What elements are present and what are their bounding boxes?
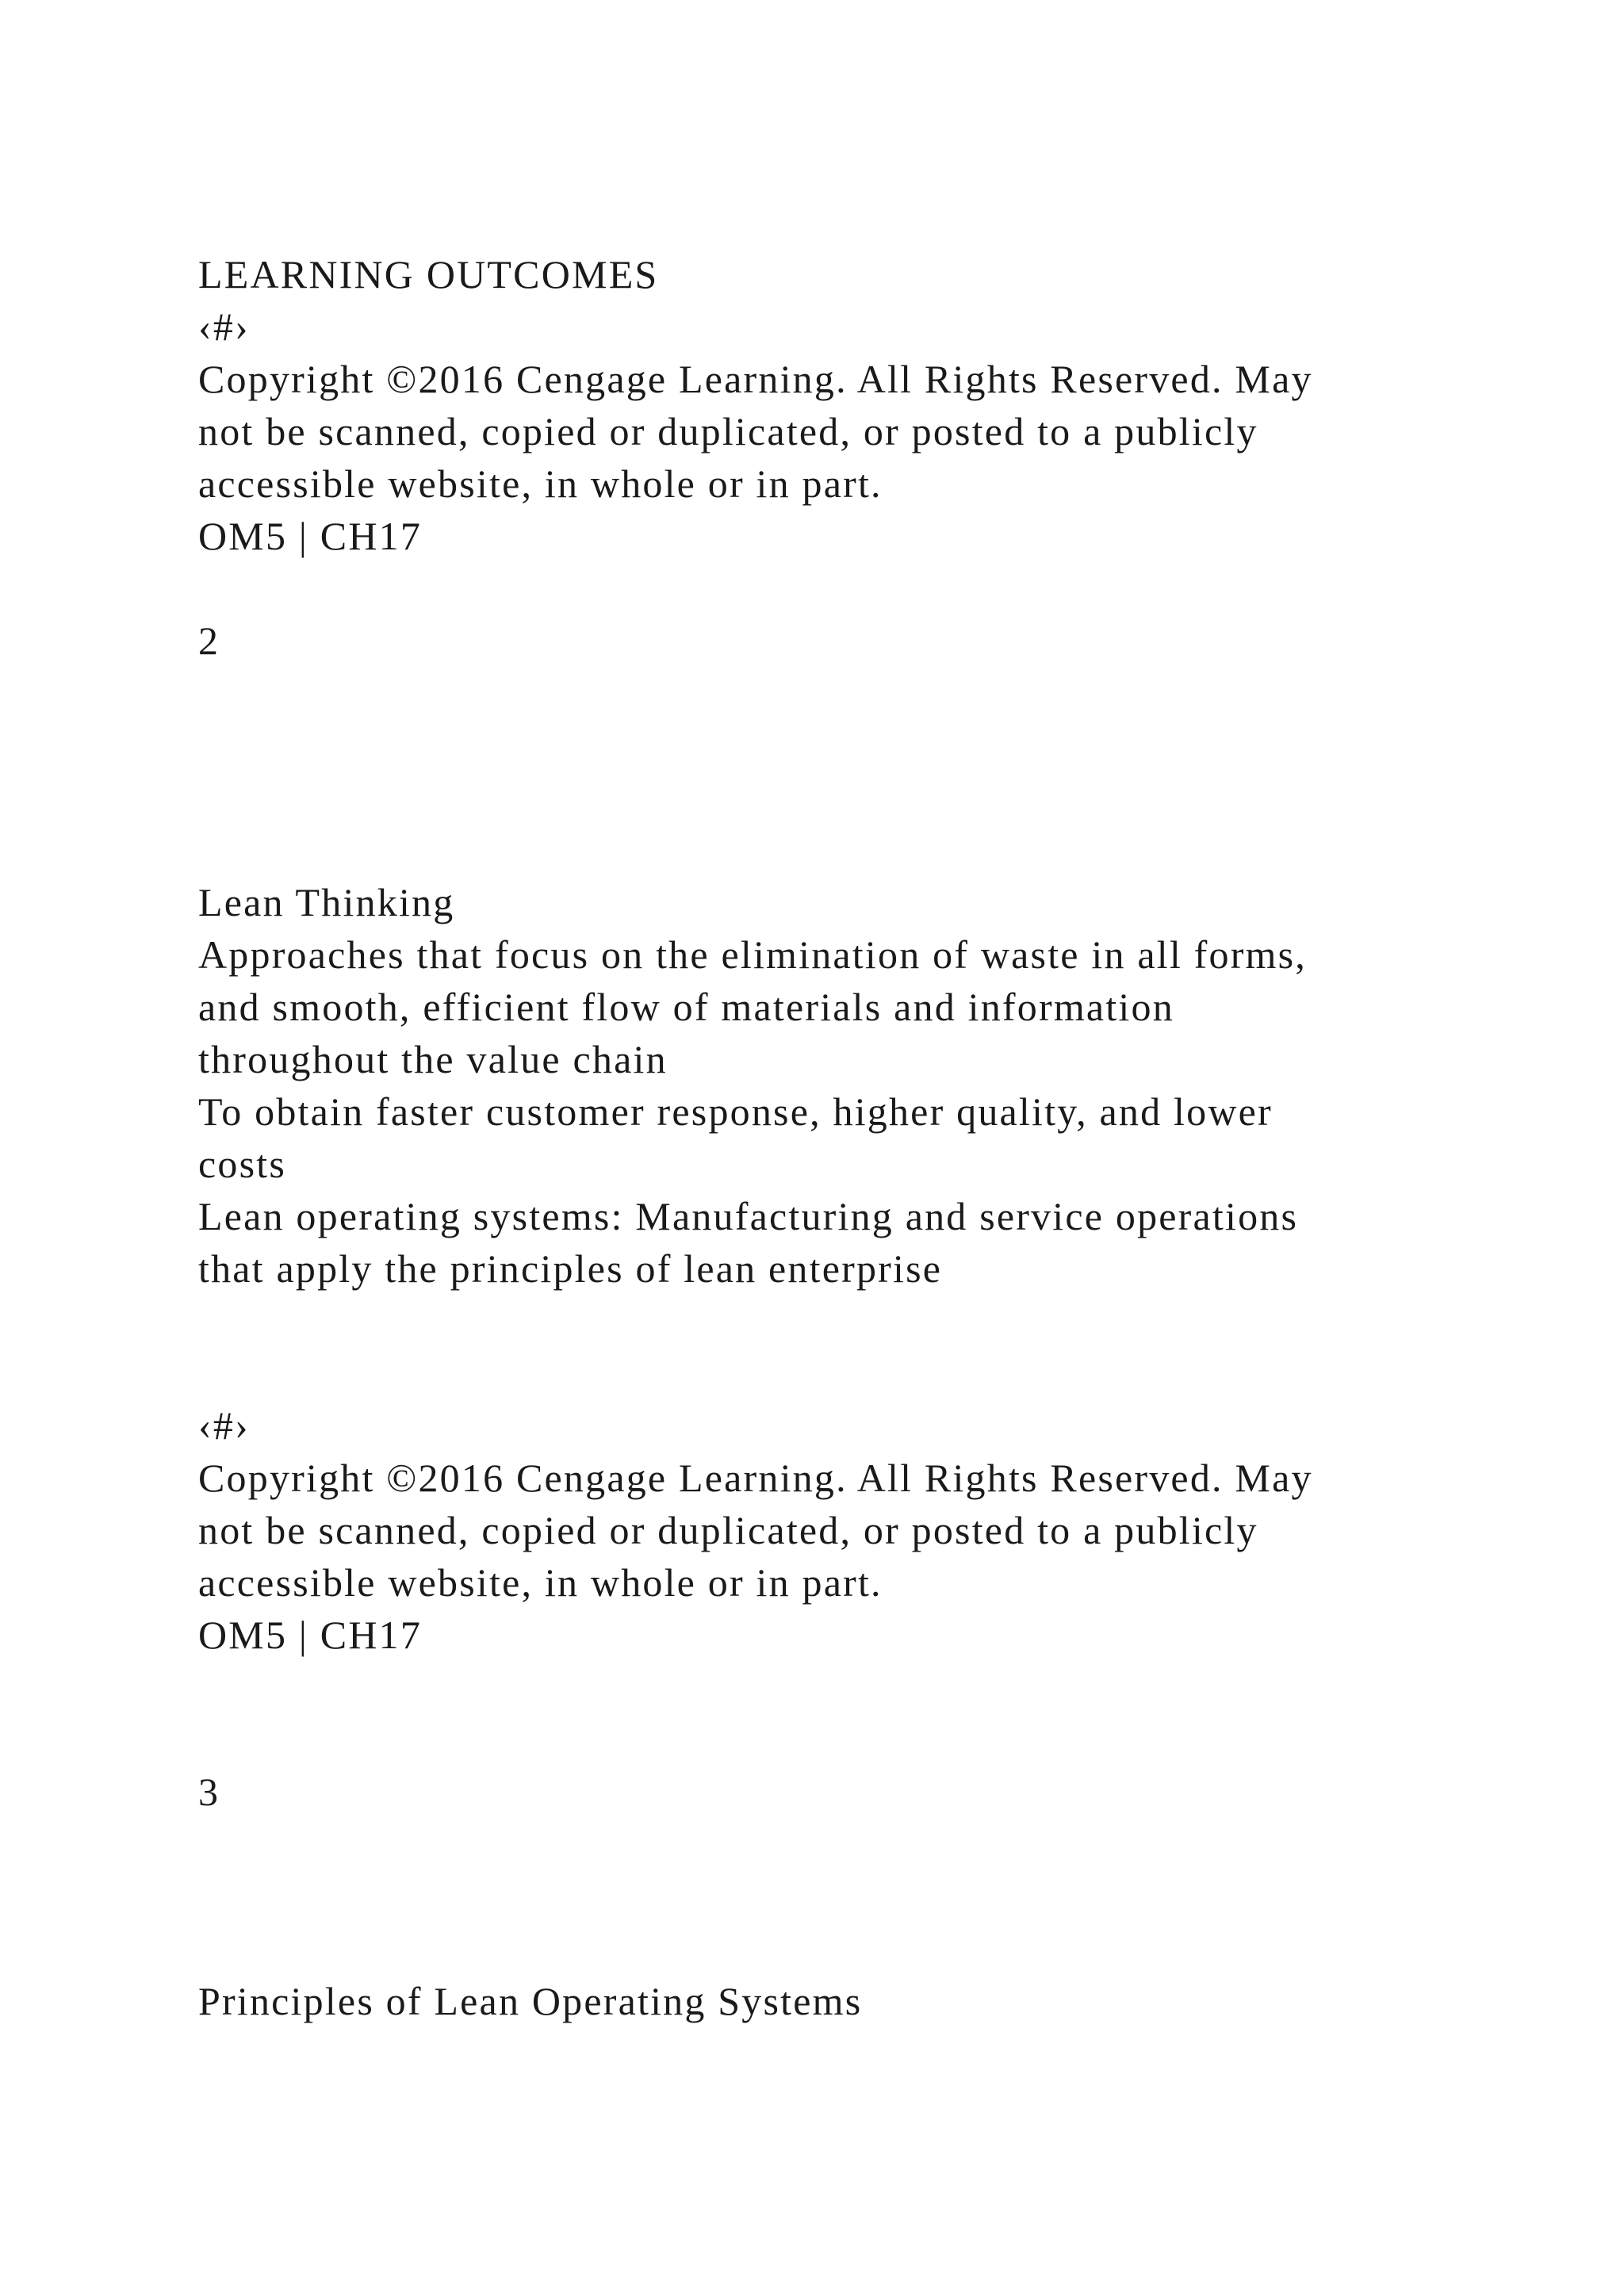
copyright-line: accessible website, in whole or in part. (198, 1560, 883, 1605)
body-text-line: Lean operating systems: Manufacturing and service operations (198, 1194, 1299, 1238)
copyright-line: accessible website, in whole or in part. (198, 461, 883, 506)
page-number: 3 (198, 1770, 220, 1814)
page-number: 2 (198, 618, 220, 663)
body-text-line: To obtain faster customer response, higher quality, and lower (198, 1089, 1273, 1134)
body-text-line: Approaches that focus on the elimination of waste in all forms, (198, 932, 1307, 977)
copyright-line: Copyright ©2016 Cengage Learning. All Rights Reserved. May (198, 357, 1313, 401)
copyright-line: not be scanned, copied or duplicated, or posted to a publicly (198, 409, 1258, 453)
copyright-line: not be scanned, copied or duplicated, or posted to a publicly (198, 1508, 1258, 1552)
chapter-label: OM5 | CH17 (198, 1613, 423, 1657)
chapter-label: OM5 | CH17 (198, 514, 423, 558)
slide-number-placeholder: ‹#› (198, 304, 250, 349)
body-text-line: that apply the principles of lean enterprise (198, 1246, 943, 1291)
body-text-line: and smooth, efficient flow of materials and information (198, 985, 1174, 1029)
body-text-line: throughout the value chain (198, 1037, 668, 1081)
section-heading-lean-thinking: Lean Thinking (198, 880, 455, 924)
body-text-line: costs (198, 1142, 286, 1186)
copyright-line: Copyright ©2016 Cengage Learning. All Rights Reserved. May (198, 1456, 1313, 1500)
section-heading-learning-outcomes: LEARNING OUTCOMES (198, 252, 659, 297)
slide-number-placeholder: ‹#› (198, 1403, 250, 1448)
section-heading-principles: Principles of Lean Operating Systems (198, 1979, 863, 2023)
